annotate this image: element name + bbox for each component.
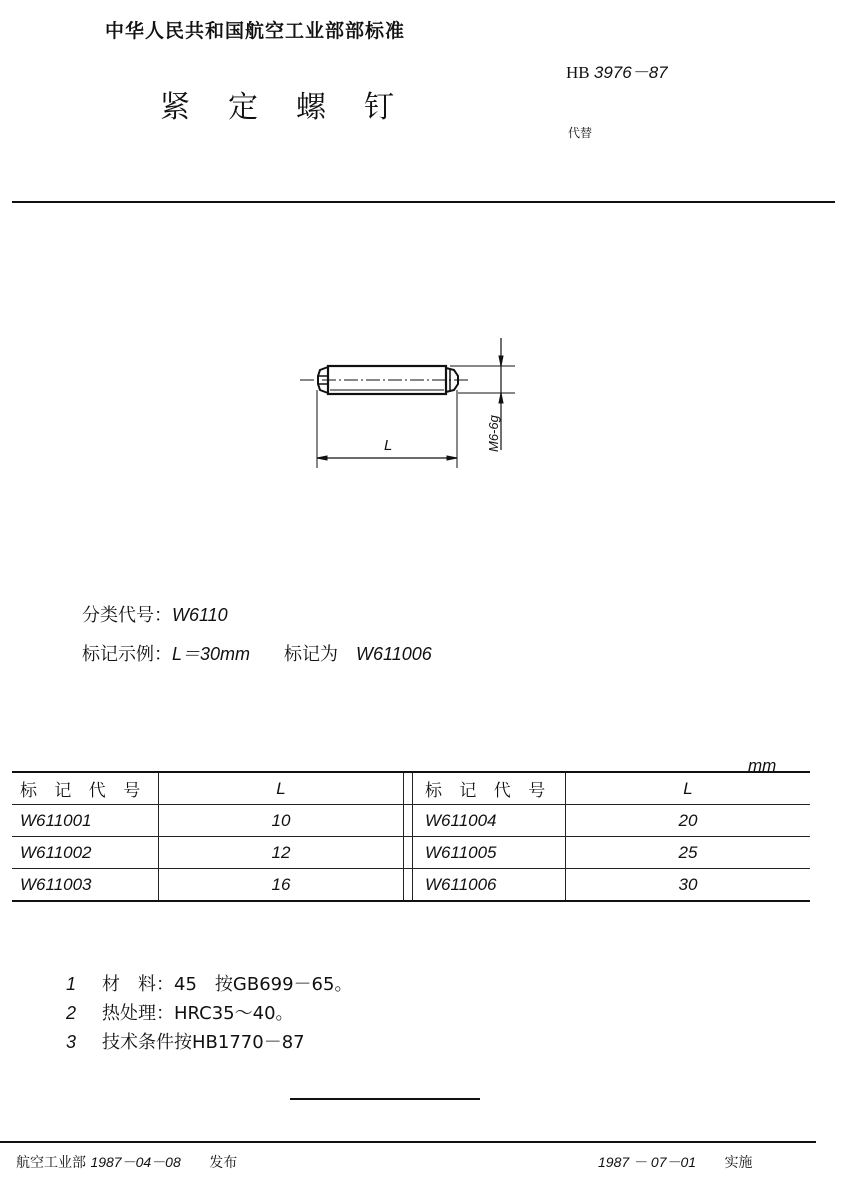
code-cell: W611005 — [413, 837, 566, 869]
classification-value: W6110 — [172, 605, 228, 625]
header-divider — [12, 201, 835, 203]
length-label: L — [384, 437, 393, 454]
length-cell: 20 — [566, 805, 811, 837]
length-cell: 25 — [566, 837, 811, 869]
document-title — [160, 82, 432, 126]
table-separator — [404, 837, 413, 869]
header-l: L — [159, 772, 404, 805]
table-separator — [404, 805, 413, 837]
header-code-2: 标 记 代 号 — [413, 772, 566, 805]
code-cell: W611003 — [12, 869, 159, 902]
note-text: 技术条件按HB1770－87 — [102, 1032, 305, 1053]
header-l-2: L — [566, 772, 811, 805]
header-code: 标 记 代 号 — [12, 772, 159, 805]
marking-example-label: 标记示例： — [82, 644, 172, 665]
footer-issue — [16, 1152, 237, 1172]
length-cell: 30 — [566, 869, 811, 902]
standard-number — [566, 58, 668, 83]
title-char: 定 — [228, 90, 258, 125]
footer-effective — [598, 1152, 753, 1172]
title-char: 紧 — [160, 90, 190, 125]
length-cell: 12 — [159, 837, 404, 869]
effective-label: 实施 — [724, 1155, 753, 1171]
table-row — [12, 869, 810, 902]
standard-code: 3976－87 — [593, 63, 668, 82]
note-item — [66, 999, 352, 1028]
footer-divider — [0, 1141, 816, 1143]
issuing-organization: 中华人民共和国航空工业部部标准 — [105, 20, 406, 42]
mark-as-value: W611006 — [356, 644, 432, 664]
issue-date: 1987－04－08 — [90, 1154, 181, 1170]
note-number: 3 — [66, 1032, 77, 1052]
end-rule — [290, 1098, 480, 1100]
code-cell: W611002 — [12, 837, 159, 869]
note-number: 1 — [66, 974, 77, 994]
standard-prefix: HB — [566, 63, 590, 82]
table-separator — [404, 869, 413, 902]
note-item — [66, 1028, 352, 1057]
title-char: 钉 — [364, 90, 394, 125]
thread-label: M6-6g — [486, 415, 501, 452]
issuer: 航空工业部 — [16, 1155, 86, 1171]
replaces-label: 代替 — [568, 126, 593, 140]
note-text: 热处理：HRC35～40。 — [102, 1003, 294, 1024]
technical-notes — [66, 970, 352, 1057]
code-cell: W611001 — [12, 805, 159, 837]
table-separator — [404, 772, 413, 805]
length-cell: 16 — [159, 869, 404, 902]
classification-code — [82, 601, 228, 627]
set-screw-drawing — [290, 330, 530, 480]
spec-table — [12, 771, 810, 902]
table-row — [12, 805, 810, 837]
marking-example — [82, 640, 432, 666]
code-cell: W611004 — [413, 805, 566, 837]
code-cell: W611006 — [413, 869, 566, 902]
table-unit: mm — [748, 756, 777, 775]
effective-date: 1987 － 07－01 — [598, 1154, 697, 1170]
note-text: 材 料：45 按GB699－65。 — [102, 974, 353, 995]
mark-as-label: 标记为 — [284, 644, 339, 665]
classification-label: 分类代号： — [82, 605, 172, 626]
table-row — [12, 837, 810, 869]
note-item — [66, 970, 352, 999]
table-header-row — [12, 772, 810, 805]
issue-label: 发布 — [209, 1155, 238, 1171]
length-cell: 10 — [159, 805, 404, 837]
title-char: 螺 — [296, 90, 326, 125]
marking-example-value: L＝30mm — [172, 644, 251, 664]
note-number: 2 — [66, 1003, 77, 1023]
